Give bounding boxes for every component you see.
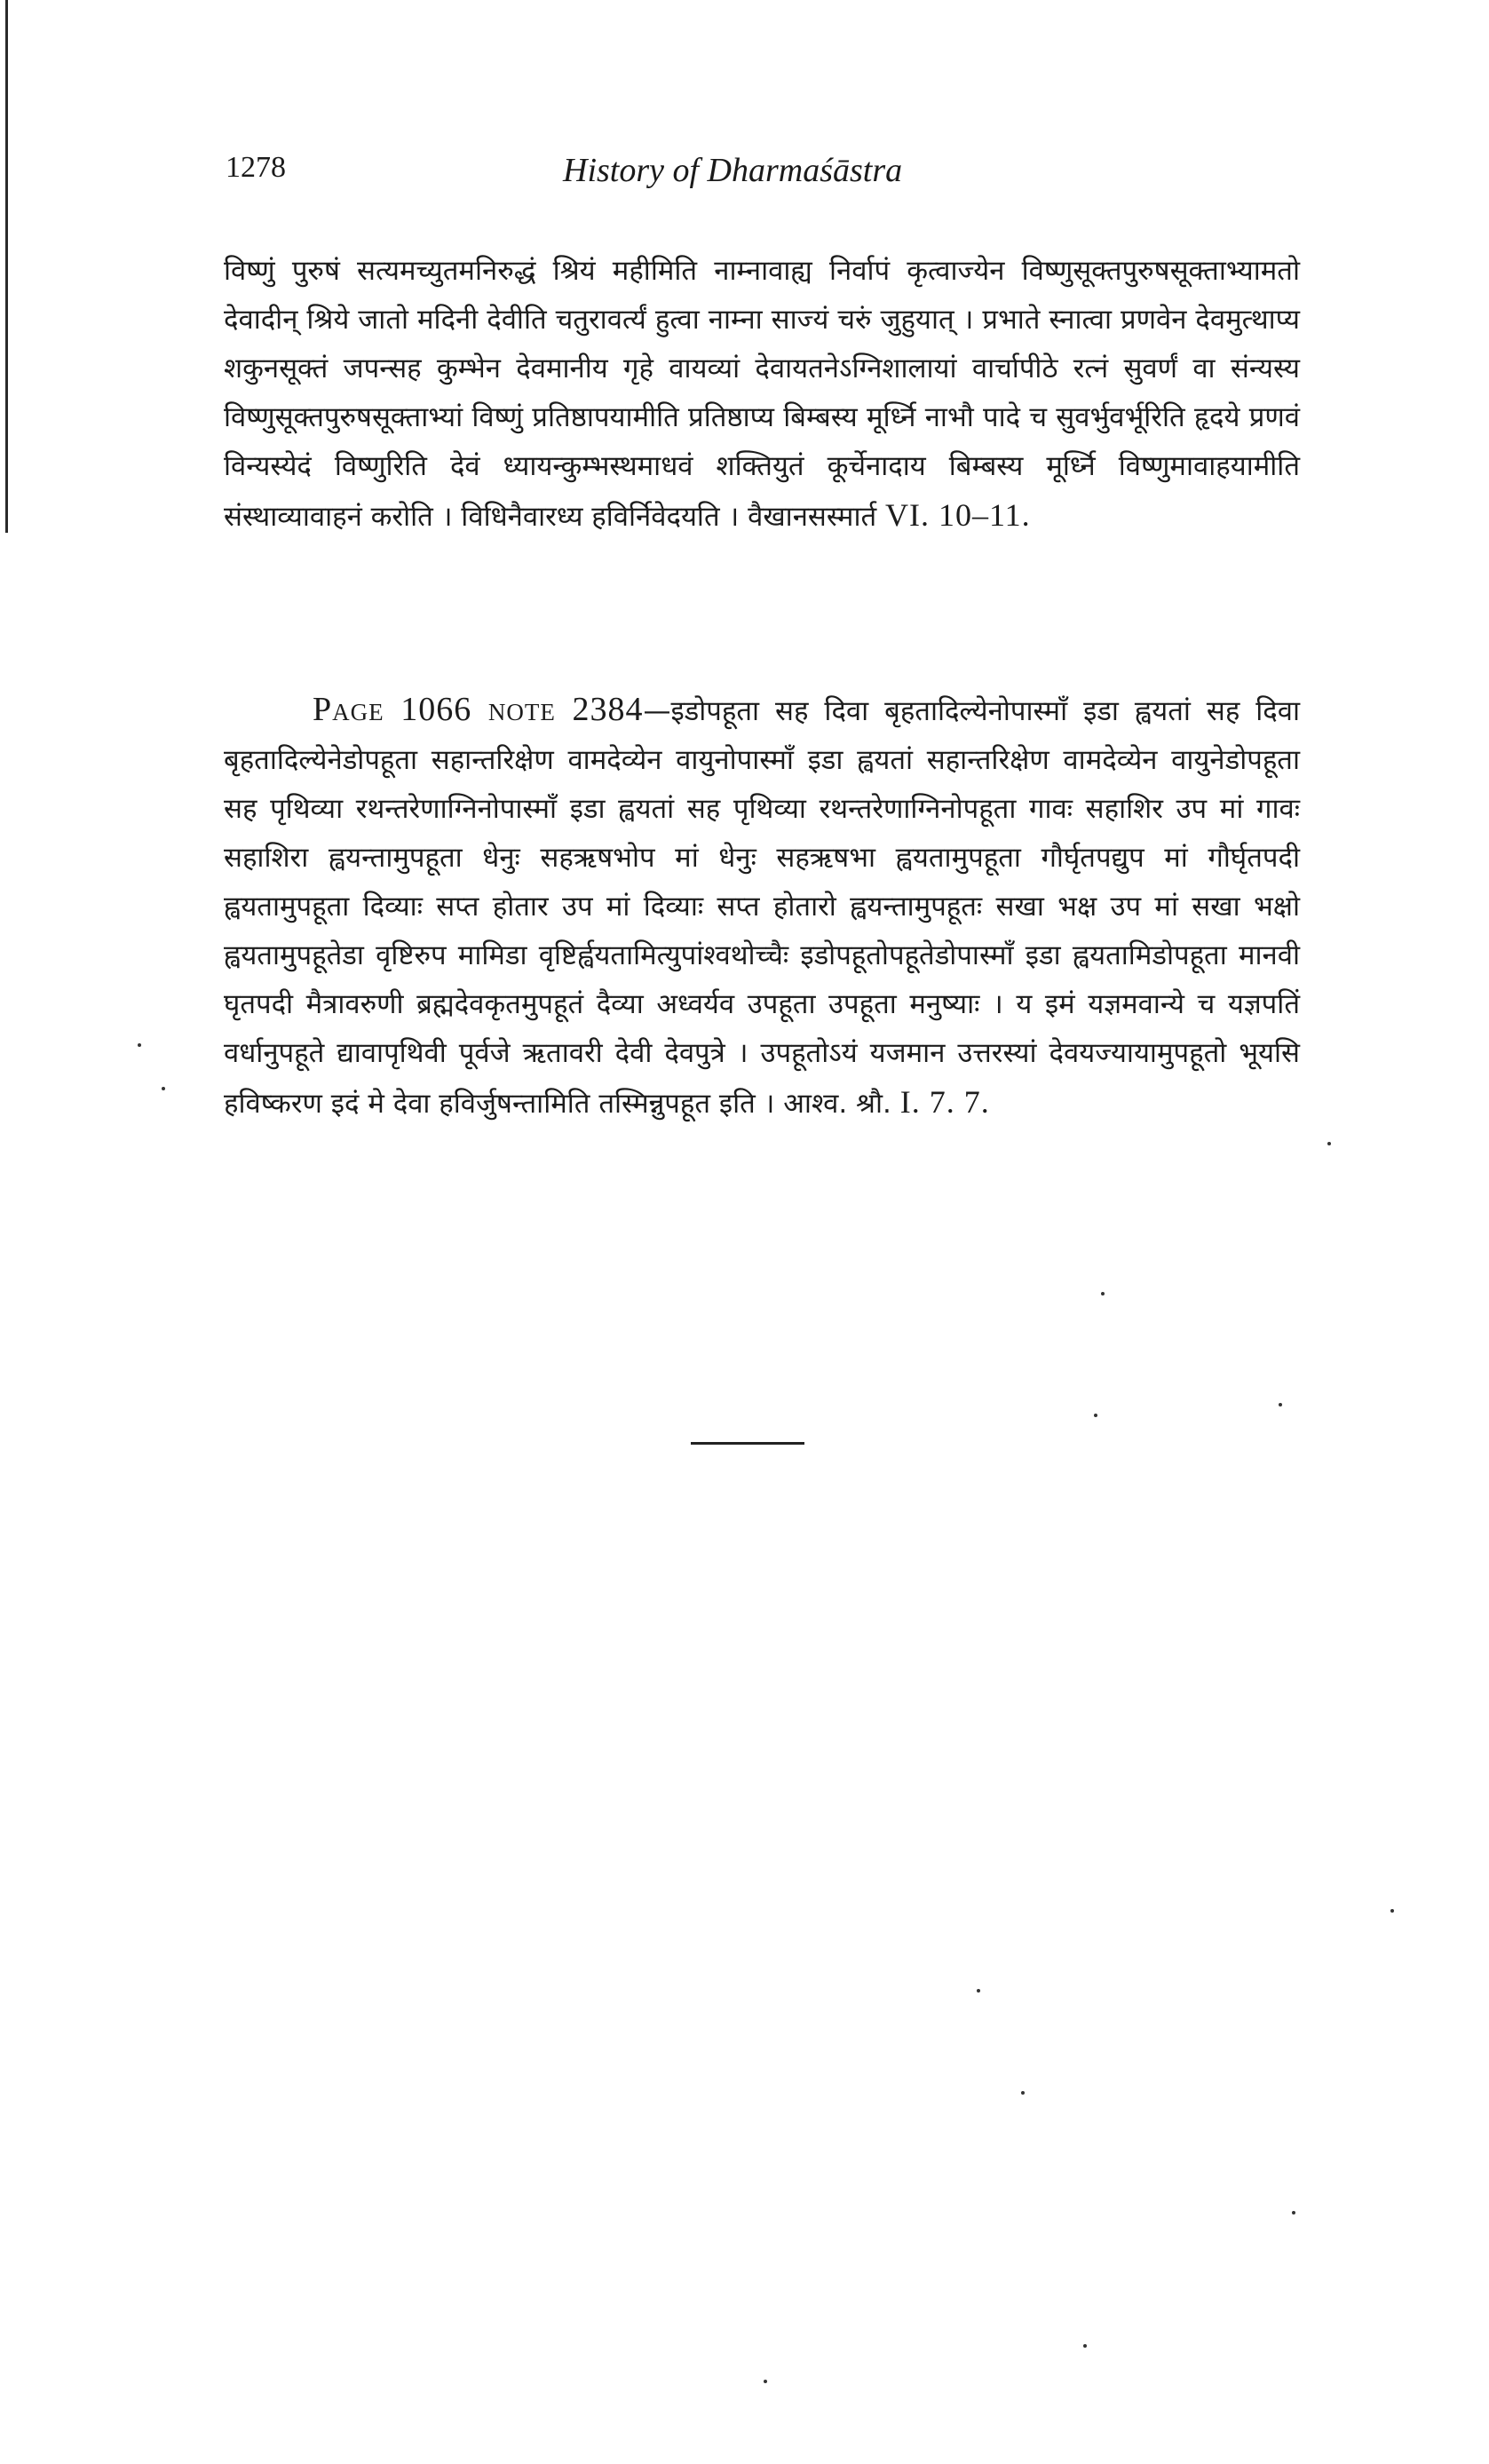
scan-speck — [977, 1989, 980, 1993]
paragraph-1-citation: VI. 10–11. — [885, 497, 1031, 533]
scan-speck — [1094, 1414, 1097, 1417]
page-number: 1278 — [226, 151, 286, 184]
paragraph-2-text: —इडोपहूता सह दिवा बृहतादिल्येनोपास्माँ इडा ह्वयतां सह दिवा बृहतादिल्येनेडोपहूता सहान्तरिक्षेण वामदेव्येन वायुनोपास्माँ इडा ह्वयतां सहान्तरिक्षेण वामदेव्येन वायुनेडोपहूता सह पृथिव्या रथन्तरेणाग्निनोपास्माँ इडा ह्वयतां सह पृथिव्या रथन्तरेणाग्निनोपहूता गावः सहाशिर उप मां गावः सहाशिरा ह्वयन्तामुपहूता धेनुः सहऋषभोप मां धेनुः सहऋषभा ह्वयतामुपहूता गौर्घृतपद्युप मां गौर्घृतपदी ह्वयतामुपहूता दिव्याः सप्त होतार उप मां दिव्याः सप्त होतारो ह्वयन्तामुपहूतः सखा भक्ष उप मां सखा भक्षो ह्वयतामुपहूतेडा वृष्टिरुप मामिडा वृष्टिर्ह्वयतामित्युपांश्वथोच्चैः इडोपहूतोपहूतेडोपास्माँ इडा ह्वयतामिडोपहूता मानवी घृतपदी मैत्रावरुणी ब्रह्मदेवकृतमुपहूतं दैव्या अध्वर्यव उपहूता उपहूता मनुष्याः । य इमं यज्ञमवान्ये च यज्ञपतिं वर्धानुपहूते द्यावापृथिवी पूर्वजे ऋतावरी देवी देवपुत्रे । उपहूतोऽयं यजमान उत्तरस्यां देवयज्यायामुपहूतो भूयसि हविष्करण इदं मे देवा हविर्जुषन्तामिति तस्मिन्नुपहूत इति । आश्व. श्रौ. — [224, 695, 1300, 1120]
scan-speck — [138, 1043, 141, 1047]
paragraph-2-lead: Page 1066 note 2384 — [313, 691, 644, 728]
scan-speck — [1292, 2211, 1295, 2214]
scan-speck — [1327, 1142, 1331, 1145]
scan-speck — [162, 1087, 165, 1090]
paragraph-2 — [224, 685, 1300, 1129]
running-title: History of Dharmaśāstra — [563, 152, 903, 189]
scan-speck — [1101, 1292, 1105, 1295]
scan-speck — [1083, 2344, 1087, 2348]
section-divider — [691, 1442, 804, 1445]
paragraph-1 — [224, 247, 1300, 542]
page-header — [226, 151, 1327, 204]
scan-edge-line — [5, 0, 8, 533]
paragraph-1-text: विष्णुं पुरुषं सत्यमच्युतमनिरुद्धं श्रियं महीमिति नाम्नावाह्य निर्वापं कृत्वाज्येन विष्णुसूक्तपुरुषसूक्ताभ्यामतो देवादीन् श्रिये जातो मदिनी देवीति चतुरावर्त्यं हुत्वा नाम्ना साज्यं चरुं जुहुयात् । प्रभाते स्नात्वा प्रणवेन देवमुत्थाप्य शकुनसूक्तं जपन्सह कुम्भेन देवमानीय गृहे वायव्यां देवायतनेऽग्निशालायां वार्चापीठे रत्नं सुवर्णं वा संन्यस्य विष्णुसूक्तपुरुषसूक्ताभ्यां विष्णुं प्रतिष्ठापयामीति प्रतिष्ठाप्य बिम्बस्य मूर्ध्नि नाभौ पादे च सुवर्भुवर्भूरिति हृदये प्रणवं विन्यस्येदं विष्णुरिति देवं ध्यायन्कुम्भस्थमाधवं शक्तियुतं कूर्चेनादाय बिम्बस्य मूर्ध्नि विष्णुमावाहयामीति संस्थाव्यावाहनं करोति । विधिनैवारध्य हविर्निवेदयति । वैखानसस्मार्त — [224, 255, 1300, 533]
scan-speck — [764, 2380, 767, 2383]
paragraph-2-citation: I. 7. 7. — [899, 1084, 990, 1120]
scan-speck — [1021, 2091, 1025, 2095]
scan-speck — [1279, 1403, 1282, 1406]
scan-speck — [1390, 1909, 1394, 1913]
